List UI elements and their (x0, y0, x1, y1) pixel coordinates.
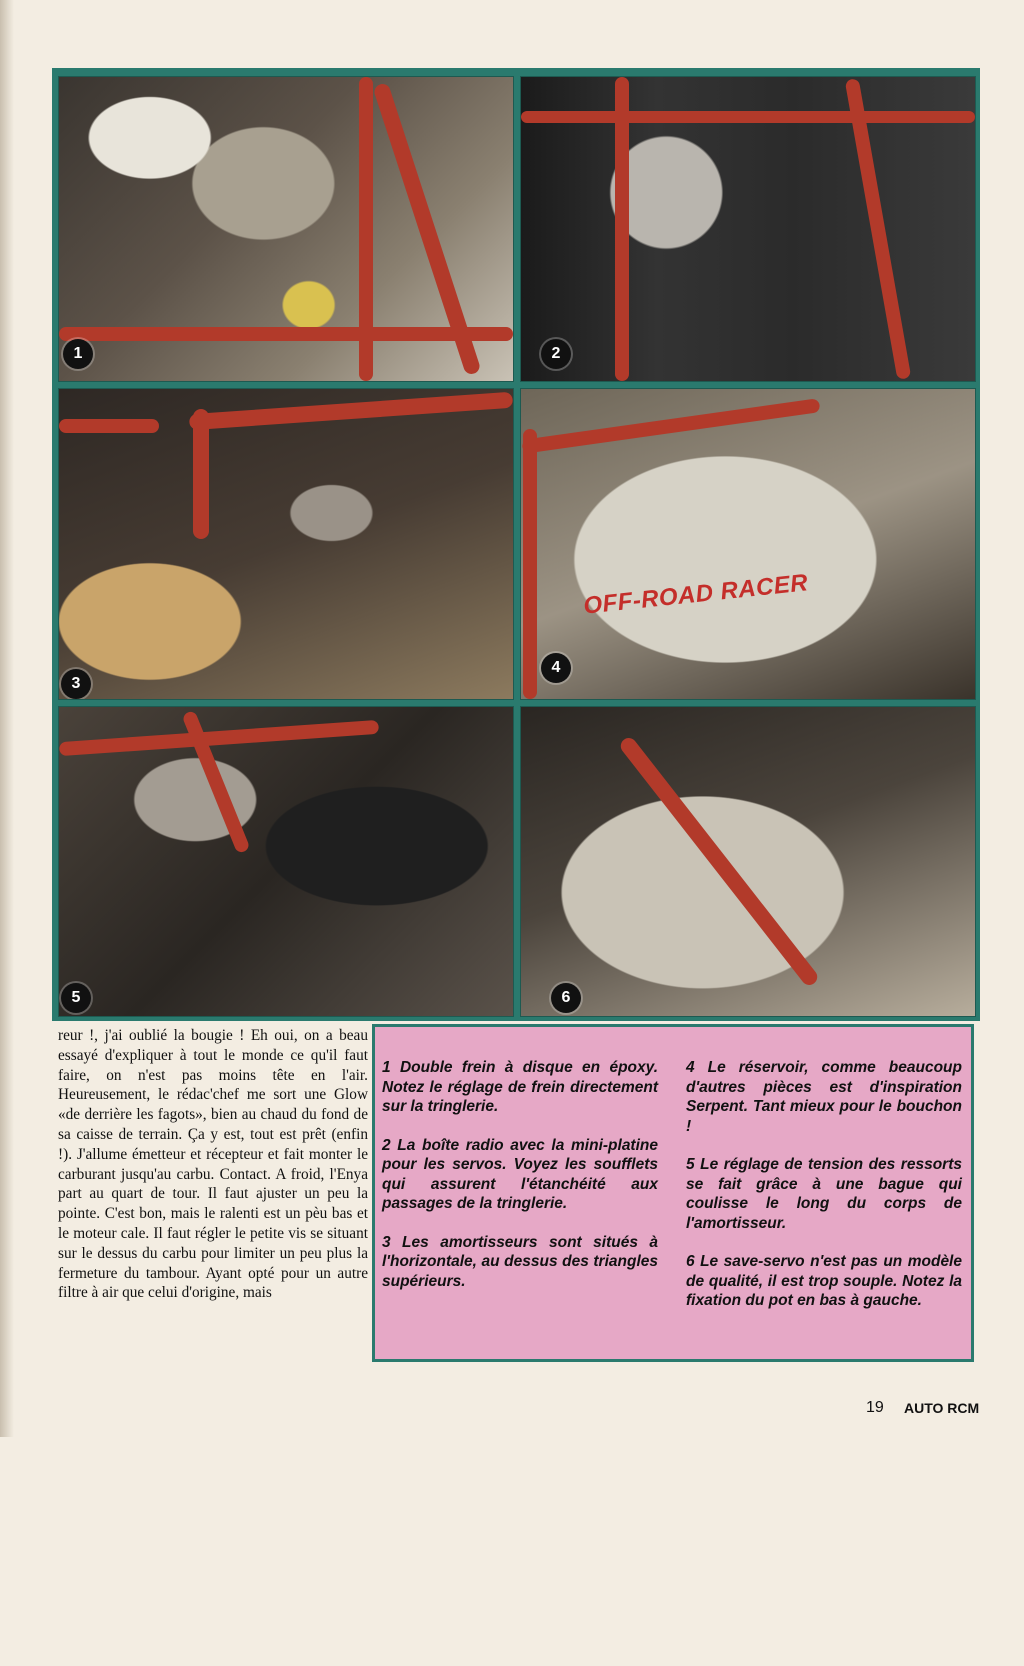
photo-4-fuel-tank (520, 388, 976, 700)
article-body-column (58, 1026, 368, 1666)
rollcage-bar (845, 78, 912, 380)
rollcage-bar (359, 77, 373, 381)
photo-1-disc-brake (58, 76, 514, 382)
caption-1: 1 Double frein à disque en époxy. Notez le réglage de frein directement sur la tringlerie. (382, 1059, 658, 1115)
photo-6-save-servo (520, 706, 976, 1017)
photo-number-badge: 2 (541, 339, 571, 369)
photo-number-badge: 1 (63, 339, 93, 369)
article-paragraph: reur !, j'ai oublié la bougie ! Eh oui, on a beau essayé d'expliquer à tout le monde ce qu'il faut faire, on n'est pas moins tête en l'air. Heureusement, le rédac'chef me sort une Glow «de derrière les fagots», bien au chaud du fond de sa caisse de terrain. Ça y est, tout est prêt (enfin !). J'allume émetteur et récepteur et fait monter le carburant jusqu'au carbu. Contact. A froid, l'Enya part au quart de tour. Il faut ajuster un peu la pointe. C'est bon, mais le ralenti est un pèu bas et le moteur cale. Il faut régler le petite vis se situant sur le dessus du carbu pour limiter un peu plus la fermeture du tambour. Ayant opté pour un autre filtre à air que celui d'origine, mais (58, 1027, 368, 1302)
rollcage-bar (59, 720, 379, 756)
caption-2: 2 La boîte radio avec la mini-platine pour les servos. Voyez les soufflets qui assurent l'étanchéité aux passages de la tringlerie. (382, 1136, 658, 1212)
rollcage-bar (523, 429, 537, 699)
rollcage-bar (59, 327, 513, 341)
rollcage-bar (521, 111, 975, 123)
photo-number-badge: 6 (551, 983, 581, 1013)
rollcage-bar (189, 392, 513, 431)
fuel-tank-label: OFF-ROAD RACER (582, 569, 810, 620)
page-number: 19 (866, 1399, 884, 1416)
captions-left-column (382, 1058, 658, 1310)
magazine-name: AUTO RCM (904, 1400, 980, 1416)
caption-3: 3 Les amortisseurs sont situés à l'horizontale, au dessus des triangles supérieurs. (382, 1233, 658, 1290)
photo-number-badge: 5 (61, 983, 91, 1013)
photo-3-shock-absorbers (58, 388, 514, 700)
rollcage-bar (615, 77, 629, 381)
captions-right-column (686, 1058, 962, 1330)
rollcage-bar (618, 735, 821, 988)
page-edge-shadow (0, 0, 14, 1437)
rollcage-bar (193, 409, 209, 539)
rollcage-bar (521, 398, 820, 454)
photo-number-badge: 3 (61, 669, 91, 699)
photo-number-badge: 4 (541, 653, 571, 683)
photo-2-radio-box (520, 76, 976, 382)
photo-5-spring-tension (58, 706, 514, 1017)
caption-6: 6 Le save-servo n'est pas un modèle de qualité, il est trop souple. Notez la fixation du pot en bas à gauche. (686, 1253, 962, 1309)
caption-5: 5 Le réglage de tension des ressorts se fait grâce à une bague qui coulisse le long du corps de l'amortisseur. (686, 1156, 962, 1232)
caption-4: 4 Le réservoir, comme beaucoup d'autres pièces est d'inspiration Serpent. Tant mieux pour le bouchon ! (686, 1059, 962, 1135)
rollcage-bar (59, 419, 159, 433)
